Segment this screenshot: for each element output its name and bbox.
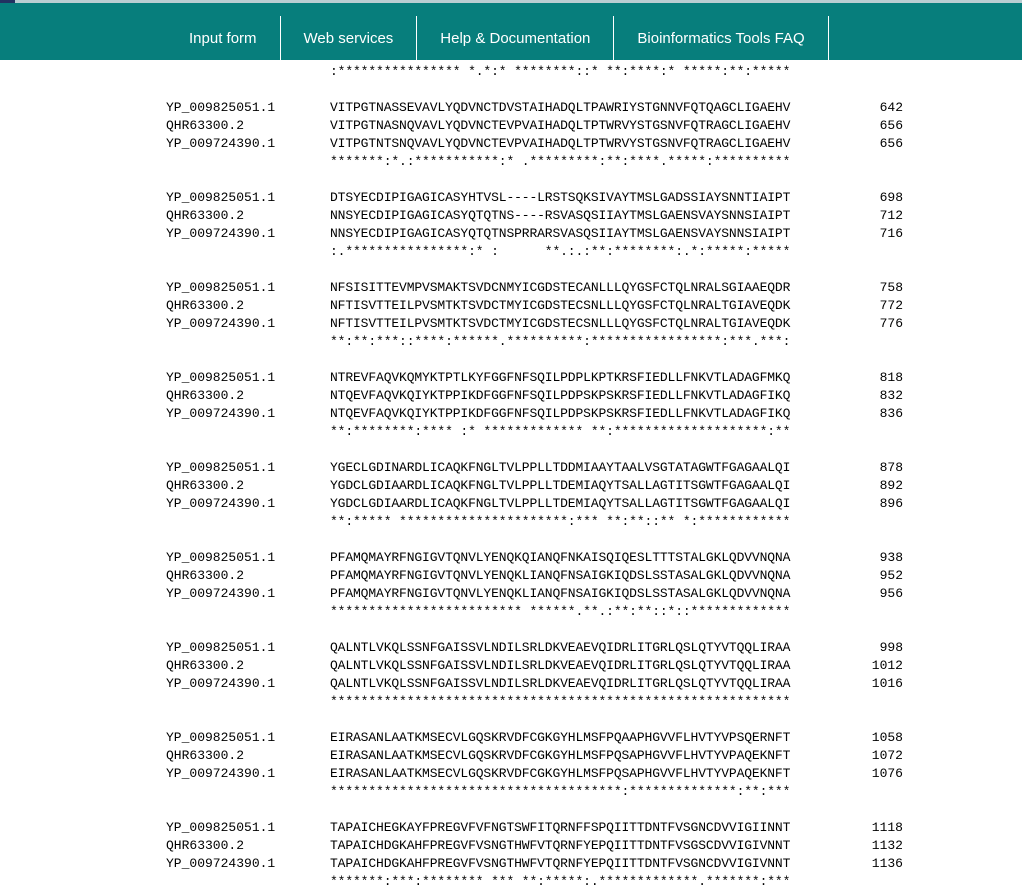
sequence-text: QALNTLVKQLSSNFGAISSVLNDILSRLDKVEAEVQIDRLITGRLQSLQTYVTQQLIRAA (330, 658, 791, 673)
sequence-id: QHR63300.2 (166, 838, 245, 853)
alignment-block (0, 729, 1022, 801)
sequence-text: PFAMQMAYRFNGIGVTQNVLYENQKQIANQFNKAISQIQESLTTTSTALGKLQDVVNQNA (330, 550, 791, 565)
residue-position: 956 (879, 586, 903, 601)
sequence-text: NTQEVFAQVKQIYKTPPIKDFGGFNFSQILPDPSKPSKRSFIEDLLFNKVTLADAGFIKQ (330, 388, 791, 403)
sequence-row (0, 585, 1022, 603)
sequence-id: YP_009724390.1 (166, 586, 276, 601)
sequence-id: YP_009825051.1 (166, 550, 276, 565)
residue-position: 656 (879, 136, 903, 151)
residue-position: 1132 (871, 838, 903, 853)
residue-position: 1136 (871, 856, 903, 871)
main-nav (0, 3, 1022, 60)
sequence-id (166, 603, 330, 621)
residue-position: 772 (879, 298, 903, 313)
sequence-text: TAPAICHEGKAYFPREGVFVFNGTSWFITQRNFFSPQIITTDNTFVSGNCDVVIGIINNT (330, 820, 791, 835)
residue-position: 716 (879, 226, 903, 241)
consensus-row (0, 423, 1022, 441)
sequence-id (166, 333, 330, 351)
nav-item-help-documentation[interactable]: Help & Documentation (417, 16, 614, 60)
sequence-row (0, 387, 1022, 405)
sequence-row (0, 225, 1022, 243)
sequence-id: YP_009724390.1 (166, 496, 276, 511)
sequence-text: VITPGTNASSEVAVLYQDVNCTDVSTAIHADQLTPAWRIYSTGNNVFQTQAGCLIGAEHV (330, 100, 791, 115)
sequence-text: VITPGTNTSNQVAVLYQDVNCTEVPVAIHADQLTPTWRVYSTGSNVFQTRAGCLIGAEHV (330, 136, 791, 151)
residue-position (798, 153, 903, 171)
residue-position: 1016 (871, 676, 903, 691)
residue-position: 1058 (871, 730, 903, 745)
sequence-id: YP_009724390.1 (166, 676, 276, 691)
sequence-text: NFTISVTTEILPVSMTKTSVDCTMYICGDSTECSNLLLQYGSFCTQLNRALTGIAVEQDK (330, 298, 791, 313)
sequence-id: YP_009825051.1 (166, 640, 276, 655)
consensus-row (0, 603, 1022, 621)
residue-position (798, 333, 903, 351)
sequence-id (166, 63, 330, 81)
nav-item-input-form[interactable]: Input form (166, 16, 281, 60)
sequence-text: EIRASANLAATKMSECVLGQSKRVDFCGKGYHLMSFPQSAPHGVVFLHVTYVPAQEKNFT (330, 748, 791, 763)
residue-position (798, 603, 903, 621)
sequence-text: QALNTLVKQLSSNFGAISSVLNDILSRLDKVEAEVQIDRLITGRLQSLQTYVTQQLIRAA (330, 676, 791, 691)
consensus-text: ************************* ******.**.:**:**::*::************* (330, 604, 791, 619)
sequence-text: QALNTLVKQLSSNFGAISSVLNDILSRLDKVEAEVQIDRLITGRLQSLQTYVTQQLIRAA (330, 640, 791, 655)
sequence-row (0, 99, 1022, 117)
residue-position: 758 (879, 280, 903, 295)
alignment-block (0, 189, 1022, 261)
alignment-block (0, 459, 1022, 531)
top-corner-accent (0, 0, 15, 3)
top-strip (0, 0, 1022, 3)
sequence-row (0, 855, 1022, 873)
residue-position: 656 (879, 118, 903, 133)
consensus-text: **:***** **********************:*** **:**::** *:************ (330, 514, 791, 529)
sequence-row (0, 819, 1022, 837)
sequence-id: QHR63300.2 (166, 748, 245, 763)
sequence-row (0, 747, 1022, 765)
sequence-row (0, 495, 1022, 513)
residue-position (798, 63, 903, 81)
sequence-text: PFAMQMAYRFNGIGVTQNVLYENQKLIANQFNSAIGKIQDSLSSTASALGKLQDVVNQNA (330, 568, 791, 583)
residue-position (798, 783, 903, 801)
residue-position: 998 (879, 640, 903, 655)
consensus-text: **:********:**** :* ************* **:********************:** (330, 424, 791, 439)
sequence-text: NNSYECDIPIGAGICASYQTQTNSPRRARSVASQSIIAYTMSLGAENSVAYSNNSIAIPT (330, 226, 791, 241)
sequence-text: EIRASANLAATKMSECVLGQSKRVDFCGKGYHLMSFPQSAPHGVVFLHVTYVPAQEKNFT (330, 766, 791, 781)
sequence-row (0, 477, 1022, 495)
sequence-row (0, 135, 1022, 153)
sequence-id: YP_009724390.1 (166, 316, 276, 331)
residue-position: 878 (879, 460, 903, 475)
consensus-text: *******:***:******** *** **:*****:.*************.*******:*** (330, 874, 791, 889)
alignment-output (0, 60, 1022, 890)
nav-item-web-services[interactable]: Web services (281, 16, 418, 60)
consensus-row (0, 693, 1022, 711)
sequence-id: YP_009825051.1 (166, 190, 276, 205)
residue-position (798, 873, 903, 890)
residue-position: 832 (879, 388, 903, 403)
sequence-text: NTQEVFAQVKQIYKTPPIKDFGGFNFSQILPDPSKPSKRSFIEDLLFNKVTLADAGFIKQ (330, 406, 791, 421)
sequence-row (0, 837, 1022, 855)
sequence-id: YP_009724390.1 (166, 856, 276, 871)
residue-position: 1012 (871, 658, 903, 673)
sequence-id: YP_009825051.1 (166, 460, 276, 475)
sequence-id (166, 693, 330, 711)
sequence-id: QHR63300.2 (166, 388, 245, 403)
sequence-row (0, 207, 1022, 225)
residue-position: 712 (879, 208, 903, 223)
alignment-block (0, 549, 1022, 621)
consensus-row (0, 153, 1022, 171)
sequence-text: TAPAICHDGKAHFPREGVFVSNGTHWFVTQRNFYEPQIITTDNTFVSGSCDVVIGIVNNT (330, 838, 791, 853)
sequence-row (0, 657, 1022, 675)
sequence-id (166, 513, 330, 531)
alignment-blocks (0, 99, 1022, 890)
sequence-row (0, 765, 1022, 783)
sequence-text: YGDCLGDIAARDLICAQKFNGLTVLPPLLTDEMIAQYTSALLAGTITSGWTFGAGAALQI (330, 478, 791, 493)
sequence-text: DTSYECDIPIGAGICASYHTVSL----LRSTSQKSIVAYTMSLGADSSIAYSNNTIAIPT (330, 190, 791, 205)
residue-position (798, 243, 903, 261)
sequence-text: NTREVFAQVKQMYKTPTLKYFGGFNFSQILPDPLKPTKRSFIEDLLFNKVTLADAGFMKQ (330, 370, 791, 385)
sequence-id: YP_009825051.1 (166, 370, 276, 385)
residue-position (798, 423, 903, 441)
consensus-text: ************************************************************ (330, 694, 791, 709)
consensus-row (0, 333, 1022, 351)
sequence-row (0, 369, 1022, 387)
sequence-text: NFSISITTEVMPVSMAKTSVDCNMYICGDSTECANLLLQYGSFCTQLNRALSGIAAEQDR (330, 280, 791, 295)
sequence-id (166, 873, 330, 890)
residue-position: 698 (879, 190, 903, 205)
sequence-row (0, 405, 1022, 423)
sequence-row (0, 729, 1022, 747)
sequence-id: QHR63300.2 (166, 298, 245, 313)
residue-position: 952 (879, 568, 903, 583)
sequence-id (166, 783, 330, 801)
sequence-row (0, 639, 1022, 657)
sequence-id: QHR63300.2 (166, 208, 245, 223)
sequence-id: QHR63300.2 (166, 478, 245, 493)
sequence-row (0, 117, 1022, 135)
consensus-text: :.****************:* : **.:.:**:********:.*:*****:***** (330, 244, 791, 259)
sequence-id: YP_009825051.1 (166, 730, 276, 745)
residue-position: 896 (879, 496, 903, 511)
sequence-text: NNSYECDIPIGAGICASYQTQTNS----RSVASQSIIAYTMSLGAENSVAYSNNSIAIPT (330, 208, 791, 223)
alignment-block (0, 819, 1022, 890)
alignment-block (0, 369, 1022, 441)
residue-position: 818 (879, 370, 903, 385)
residue-position: 642 (879, 100, 903, 115)
sequence-id: YP_009724390.1 (166, 406, 276, 421)
sequence-id (166, 423, 330, 441)
sequence-text: NFTISVTTEILPVSMTKTSVDCTMYICGDSTECSNLLLQYGSFCTQLNRALTGIAVEQDK (330, 316, 791, 331)
sequence-text: EIRASANLAATKMSECVLGQSKRVDFCGKGYHLMSFPQAAPHGVVFLHVTYVPSQERNFT (330, 730, 791, 745)
sequence-id: QHR63300.2 (166, 118, 245, 133)
alignment-block (0, 639, 1022, 711)
consensus-text: **************************************:**************:**:*** (330, 784, 791, 799)
sequence-text: YGECLGDINARDLICAQKFNGLTVLPPLLTDDMIAAYTAALVSGTATAGWTFGAGAALQI (330, 460, 791, 475)
sequence-id: YP_009724390.1 (166, 766, 276, 781)
alignment-block (0, 99, 1022, 171)
residue-position: 892 (879, 478, 903, 493)
consensus-row (0, 783, 1022, 801)
residue-position: 1118 (871, 820, 903, 835)
residue-position (798, 513, 903, 531)
residue-position: 938 (879, 550, 903, 565)
sequence-row (0, 549, 1022, 567)
sequence-id: YP_009825051.1 (166, 280, 276, 295)
consensus-row (0, 243, 1022, 261)
consensus-row (0, 63, 1022, 81)
nav-item-bioinformatics-tools-faq[interactable]: Bioinformatics Tools FAQ (614, 16, 828, 60)
residue-position: 776 (879, 316, 903, 331)
residue-position: 836 (879, 406, 903, 421)
sequence-id: YP_009724390.1 (166, 136, 276, 151)
consensus-text: :**************** *.*:* ********::* **:****:* *****:**:***** (330, 64, 791, 79)
sequence-text: TAPAICHDGKAHFPREGVFVSNGTHWFVTQRNFYEPQIITTDNTFVSGNCDVVIGIVNNT (330, 856, 791, 871)
sequence-row (0, 315, 1022, 333)
sequence-id: QHR63300.2 (166, 568, 245, 583)
consensus-row (0, 873, 1022, 890)
sequence-id (166, 243, 330, 261)
sequence-row (0, 675, 1022, 693)
sequence-row (0, 279, 1022, 297)
sequence-row (0, 297, 1022, 315)
sequence-id: QHR63300.2 (166, 658, 245, 673)
sequence-id: YP_009825051.1 (166, 820, 276, 835)
sequence-id: YP_009825051.1 (166, 100, 276, 115)
sequence-id: YP_009724390.1 (166, 226, 276, 241)
sequence-id (166, 153, 330, 171)
sequence-row (0, 189, 1022, 207)
sequence-text: PFAMQMAYRFNGIGVTQNVLYENQKLIANQFNSAIGKIQDSLSSTASALGKLQDVVNQNA (330, 586, 791, 601)
consensus-row (0, 513, 1022, 531)
nav-items (166, 16, 829, 60)
alignment-block (0, 279, 1022, 351)
sequence-row (0, 459, 1022, 477)
sequence-text: VITPGTNASNQVAVLYQDVNCTEVPVAIHADQLTPTWRVYSTGSNVFQTRAGCLIGAEHV (330, 118, 791, 133)
sequence-text: YGDCLGDIAARDLICAQKFNGLTVLPPLLTDEMIAQYTSALLAGTITSGWTFGAGAALQI (330, 496, 791, 511)
residue-position: 1076 (871, 766, 903, 781)
residue-position: 1072 (871, 748, 903, 763)
consensus-text: **:**:***::****:******.**********:*****************:***.***: (330, 334, 791, 349)
residue-position (798, 693, 903, 711)
consensus-text: *******:*.:***********:* .*********:**:****.*****:********** (330, 154, 791, 169)
sequence-row (0, 567, 1022, 585)
